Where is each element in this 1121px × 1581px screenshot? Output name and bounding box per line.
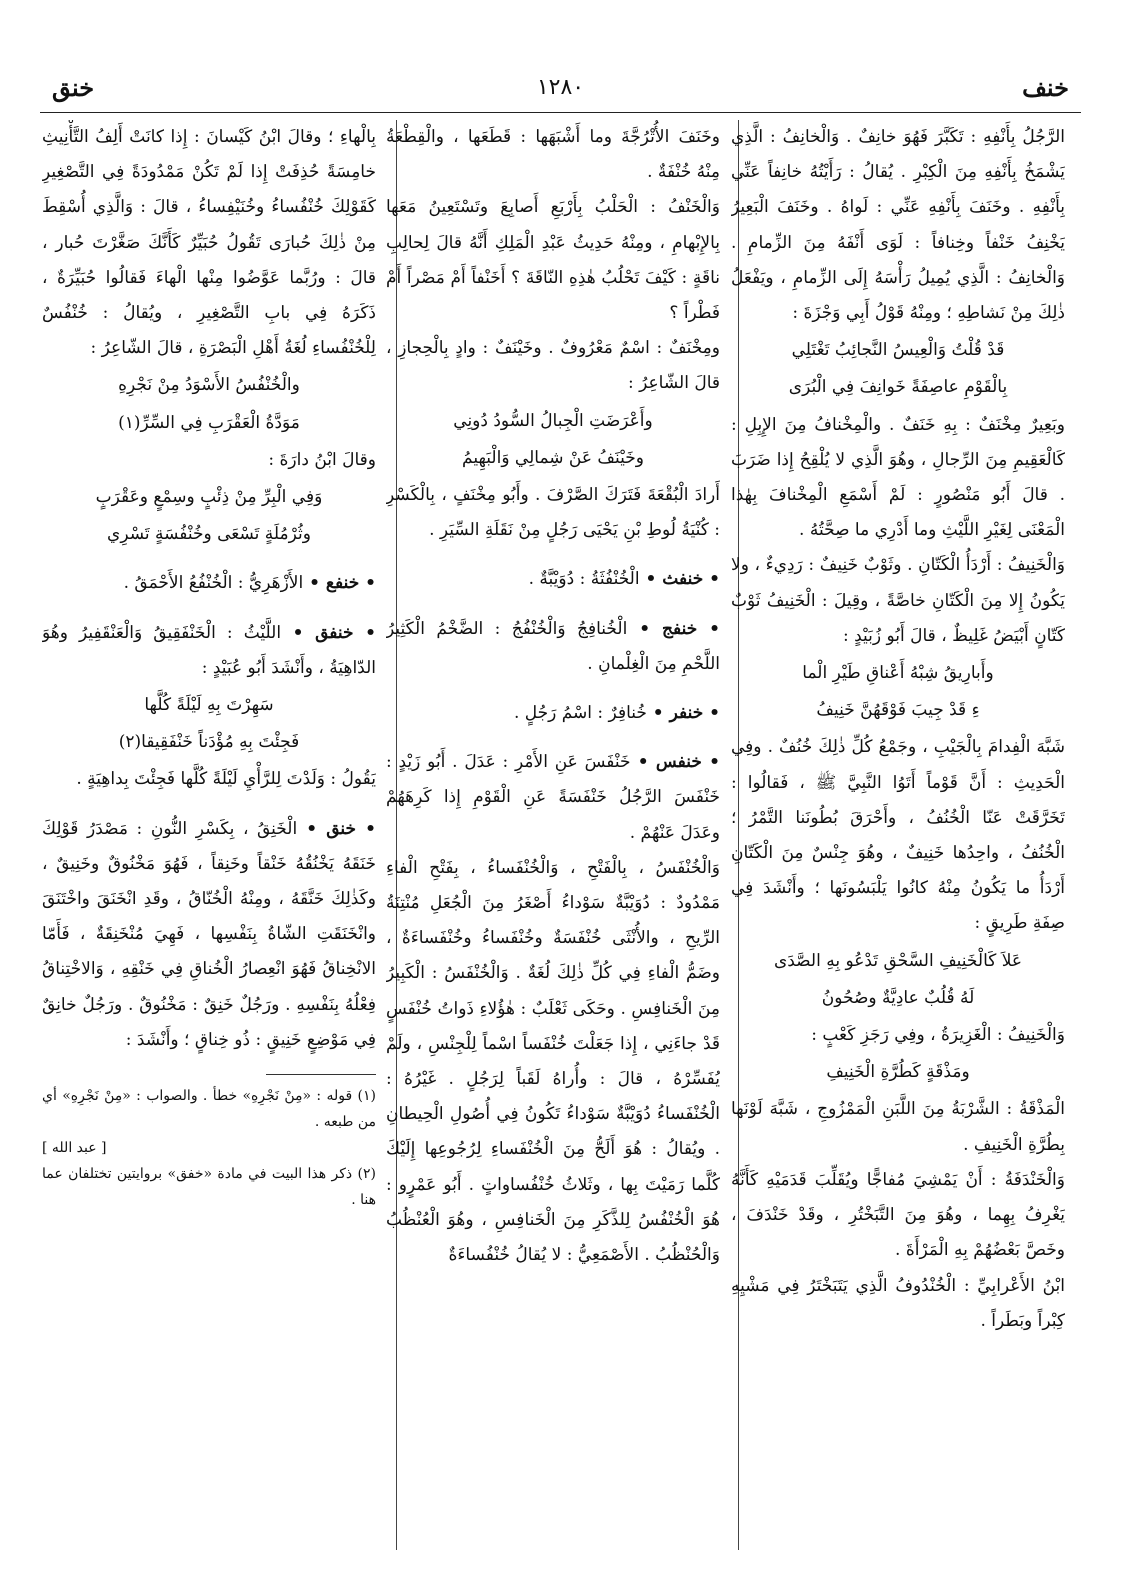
entry bbox=[42, 566, 376, 601]
footnote-rule bbox=[266, 1074, 376, 1075]
paragraph: وقالَ ابْنُ دارَةَ : bbox=[268, 449, 376, 470]
paragraph: وَالْخَنِيفُ : الْغَزِيرَةُ ، وفِي رَجَزِ كَعْبٍ : bbox=[811, 1025, 1065, 1046]
footnote: (١) قوله : «مِنْ نَجْرِهِ» خطأ . والصواب : «مِنْ نَجْرِهِ» أي من طبعه . bbox=[42, 1088, 376, 1131]
verse-line: وَفِي الْبِرِّ مِنْ ذِئْبٍ وسِمْعٍ وعَقْرَبٍ bbox=[95, 487, 323, 508]
verse-line: سَهِرْتَ بِهِ لَيْلَةً كُلَّها bbox=[144, 695, 274, 716]
verse-line: بِالْقَوْمِ عاصِفَةً خَوانِفَ فِي الْبُرَى bbox=[788, 377, 1008, 398]
right-column bbox=[731, 120, 1065, 1555]
middle-column bbox=[386, 120, 720, 1555]
entry bbox=[386, 612, 720, 682]
entry bbox=[386, 745, 720, 851]
paragraph: وبَعِيرٌ مِخْنَفٌ : بِهِ خَنَفٌ . والْمِخْنافُ مِنَ الإِبِلِ : كَالْعَقِيمِ مِنَ الرِّجالِ ، وهُوَ الَّذِي لا يُلْقِحُ إِذا ضَرَبَ . قالَ أَبُو مَنْصُورٍ : لَمْ أَسْمَعِ الْمِخْنافَ بِهٰذا الْمَعْنَى لِغَيْرِ اللَّيْثِ وما أَدْرِي ما صِحَّتُهُ . bbox=[731, 414, 1065, 541]
running-head-left: خنق bbox=[52, 73, 95, 102]
entry-headword: • خنق • bbox=[297, 818, 376, 839]
entry-headword: • خنفج • bbox=[627, 618, 720, 639]
paragraph: أَرادَ الْبُقْعَةَ فَتَرَكَ الصَّرْفَ . وأَبُو مِخْنَفٍ ، بِالْكَسْرِ : كُنْيَةُ لُوطِ بْنِ يَحْيَى رَجُلٍ مِنْ نَقَلَةِ السِّيَرِ . bbox=[386, 485, 720, 541]
verse-line: وأَبارِيقُ شِبْهُ أَعْناقِ طَيْرِ الْما bbox=[802, 663, 994, 684]
entry-text: اللَّيْثُ : الْخَنْفَقِيقُ وَالْعَنْقَفِيرُ وهُوَ الدّاهِيَةُ ، وأَنْشَدَ أَبُو عُبَيْدٍ : bbox=[42, 622, 376, 678]
paragraph: ابْنُ الأَعْرابِيِّ : الْخُنْدُوفُ الَّذِي يَتَبَخْتَرُ فِي مَشْيِهِ كِبْراً وبَطَراً . bbox=[731, 1275, 1065, 1331]
left-column bbox=[42, 120, 376, 1555]
paragraph: وَالْخَنِيفُ : أَرْدَأُ الْكَتّانِ . وثَوْبٌ خَنِيفٌ : رَدِيءٌ ، ولا يَكُونُ إِلا مِنَ الْكَتّانِ خاصَّةً ، وقِيلَ : الْخَنِيفُ ثَوْبٌ كَتّانٍ أَبْيَضُ غَلِيظٌ ، قالَ أَبُو زُبَيْدٍ : bbox=[731, 555, 1065, 646]
paragraph: وَالْخَنْدَفَةُ : أَنْ يَمْشِيَ مُفاجًّا ويُقَلِّبَ قَدَمَيْهِ كَأَنَّهُ يَغْرِفُ بِهِما ، وهُوَ مِنَ التَّبَخْتُرِ ، وقَدْ خَنْدَفَ ، وخَصَّ بَعْضُهُمْ بِهِ الْمَرْأَةَ . bbox=[731, 1169, 1065, 1261]
entry bbox=[386, 562, 720, 597]
entry-text: الْخُنْفُثَةُ : دُوَيْبَّةٌ . bbox=[528, 569, 640, 590]
paragraph: شَبَّهَ الْفِدامَ بِالْجَيْبِ ، وجَمْعُ كُلِّ ذٰلِكَ خُنُفٌ . وفِي الْحَدِيثِ : أَنَّ قَوْماً أَتَوُا النَّبِيَّ ﷺ ، فَقالُوا : تَخَرَّقَتْ عَنّا الْخُنُفُ ، وأَحْرَقَ بُطُونَنا التَّمْرُ ؛ الْخُنُفُ ، واحِدُها خَنِيفٌ ، وهُوَ جِنْسٌ مِنَ الْكَتّانِ أَرْدَأُ ما يَكُونُ مِنْهُ كانُوا يَلْبَسُونَها ؛ وأَنْشَدَ فِي صِفَةِ طَرِيقٍ : bbox=[731, 737, 1065, 934]
entry-headword: • خنفس • bbox=[630, 752, 720, 773]
entry-text: خُنافِرٌ : اسْمُ رَجُلٍ . bbox=[513, 703, 647, 724]
verse-line: وأَعْرَضَتِ الْجِبالُ السُّودُ دُونِي bbox=[453, 410, 653, 431]
entry-headword: • خنفق • bbox=[281, 622, 376, 643]
entry-text: الأَزْهَرِيُّ : الْخُنْفُعُ الأَحْمَقُ . bbox=[123, 573, 304, 594]
entry-headword: • خنفر • bbox=[646, 703, 720, 724]
paragraph: وَالْخُنْفَسُ ، بِالْفَتْحِ ، وَالْخُنْفَساءُ ، بِفَتْحِ الْفاءِ مَمْدُودٌ : دُوَيْبَّةٌ سَوْداءُ أَصْغَرُ مِنَ الْجُعَلِ مُنْتِنَةُ الرِّيحِ ، والأُنْثَى خُنْفَسَةٌ وخُنْفَساءُ وخُنْفَساءَةٌ ، وضَمُّ الْفاءِ فِي كُلِّ ذٰلِكَ لُغَةٌ . وَالْخُنْفَسُ : الْكَبِيرُ مِنَ الْخَنافِسِ . وحَكَى ثَعْلَبٌ : هٰؤُلاءِ ذَواتُ خُنْفَسٍ قَدْ جاءَنِي ، إِذا جَعَلْتَ خُنْفَساً اسْماً لِلْجِنْسِ ، ولَمْ يُفَسِّرْهُ ، قالَ : وأُراهُ لَقَباً لِرَجُلٍ . غَيْرُهُ : الْخُنْفَساءُ دُوَيْبَّةٌ سَوْداءُ تَكُونُ فِي أُصُولِ الْحِيطانِ . ويُقالُ : هُوَ أَلَحُّ مِنَ الْخُنْفَساءِ لِرُجُوعِها إِلَيْكَ كُلَّما رَمَيْتَ بِها ، وثَلاثُ خُنْفُساواتٍ . أَبُو عَمْرٍو : هُوَ الْخُنْفُسُ لِلذَّكَرِ مِنَ الْخَنافِسِ ، وهُوَ الْعُنْظُبُ وَالْحُنْظُبُ . الأَصْمَعِيُّ : لا يُقالُ خُنْفُساءَةٌ bbox=[386, 857, 720, 1266]
entry bbox=[386, 696, 720, 731]
paragraph: وَالْخَنْفُ : الْحَلْبُ بِأَرْبَعِ أَصابِعَ وتَسْتَعِينُ مَعَها بِالإِبْهامِ ، ومِنْهُ حَدِيثُ عَبْدِ الْمَلِكِ أَنَّهُ قالَ لِحالِبِ ناقَةٍ : كَيْفَ تَحْلُبُ هٰذِهِ النّاقَةَ ؟ أَخَنْفاً أَمْ مَصْراً أَمْ فَطْراً ؟ bbox=[386, 197, 720, 324]
page-number: ١٢٨٠ bbox=[536, 75, 585, 100]
page-header bbox=[52, 68, 1069, 108]
footnote-signature: [ عبد الله ] bbox=[42, 1140, 107, 1157]
verse-line: مَوَدَّةُ الْعَقْرَبِ فِي السِّرِّ(١) bbox=[118, 412, 300, 433]
entry-headword: • خنفث • bbox=[639, 569, 720, 590]
header-rule bbox=[40, 112, 1081, 113]
verse-line: عَلاَ كَالْخَنِيفِ السَّحْقِ تَدْعُو بِهِ الصَّدَى bbox=[773, 950, 1023, 971]
paragraph: وخَنَفَ الأُتْرُجَّةَ وما أَشْبَهَها : قَطَعَها ، والْقِطْعَةُ مِنْهُ خُنْفَةٌ . bbox=[386, 127, 720, 183]
footnote: (٢) ذكر هذا البيت في مادة «خفق» بروايتين تختلفان عما هنا . bbox=[42, 1166, 376, 1209]
verse-line: والْخُنْفُسُ الأَسْوَدُ مِنْ نَجْرِهِ bbox=[118, 375, 300, 396]
entry-text: الْخُنافِجُ وَالْخُنْفُجُ : الضَّخْمُ الْكَثِيرُ اللَّحْمِ مِنَ الْغِلْمانِ . bbox=[386, 618, 720, 674]
paragraph: ومِخْنَفٌ : اسْمٌ مَعْرُوفٌ . وخَيْنَفٌ : وادٍ بِالْحِجازِ ، قالَ الشّاعِرُ : bbox=[386, 338, 720, 394]
entry bbox=[42, 616, 376, 686]
verse-line: وثُرْمُلَةٍ تَسْعَى وخُنْفُسَةٍ تَسْرِي bbox=[107, 524, 311, 545]
left-column-body bbox=[42, 120, 376, 1058]
footnotes bbox=[42, 1083, 376, 1213]
entry-headword: • خنفع • bbox=[303, 573, 376, 594]
entry-text: خَنْفَسَ عَنِ الأَمْرِ : عَدَلَ . أَبُو زَيْدٍ : خَنْفَسَ الرَّجُلُ خَنْفَسَةً عَنِ الْقَوْمِ إِذا كَرِهَهُمْ وعَدَلَ عَنْهُمْ . bbox=[386, 752, 720, 843]
verse-line: ءِ قَدْ جِيبَ فَوْقَهُنَّ خَنِيفُ bbox=[816, 700, 980, 721]
running-head-right: خنف bbox=[1022, 73, 1069, 102]
verse-line: فَجِئْتَ بِهِ مُؤْدَناً خَنْفَقِيقا(٢) bbox=[118, 732, 300, 753]
verse-line: ومَذْقَةٍ كَطُرَّةِ الْخَنِيفِ bbox=[826, 1062, 970, 1083]
entry bbox=[42, 812, 376, 1058]
verse-line: وخَيْنَفُ عَنْ شِمالِي وَالْبَهِيمُ bbox=[462, 447, 644, 468]
verse-line: قَدْ قُلْتُ وَالْعِيسُ النَّجائِبُ تَغْتَلِي bbox=[791, 340, 1005, 361]
paragraph: الرَّجُلُ بِأَنْفِهِ : تَكَبَّرَ فَهُوَ خانِفٌ . وَالْخانِفُ : الَّذِي يَشْمَخُ بِأَنْفِهِ مِنَ الْكِبْرِ . يُقالُ : رَأَيْتُهُ خانِفاً عَنِّي بِأَنْفِهِ . وخَنَفَ بِأَنْفِهِ عَنِّي : لَواهُ . وخَنَفَ الْبَعِيرُ يَخْنِفُ خَنْفاً وخِنافاً : لَوَى أَنْفَهُ مِنَ الزِّمامِ . وَالْخانِفُ : الَّذِي يُمِيلُ رَأْسَهُ إِلَى الزِّمامِ ، ويَفْعَلُ ذٰلِكَ مِنْ نَشاطِهِ ؛ ومِنْهُ قَوْلُ أَبِي وَجْزَةَ : bbox=[731, 127, 1065, 324]
paragraph: بِالْهاءِ ؛ وقالَ ابْنُ كَيْسانَ : إِذا كانَتْ أَلِفُ التَّأْنِيثِ خامِسَةً حُذِفَتْ إِذا لَمْ تَكُنْ مَمْدُودَةً فِي التَّصْغِيرِ كَقَوْلِكَ خُنْفُساءُ وخُنَيْفِساءُ ، قالَ : وَالَّذِي أُسْقِطَ مِنْ ذٰلِكَ حُبارَى تَقُولُ حُبَيِّرٌ كَأَنَّكَ صَغَّرْتَ حُبار ، قالَ : ورُبَّما عَوَّضُوا مِنْها الْهاءَ فَقالُوا حُبَيِّرَةٌ ، ذَكَرَهُ فِي بابِ التَّصْغِيرِ ، ويُقالُ : خُنْفُسٌ لِلْخُنْفُساءِ لُغَةُ أَهْلِ الْبَصْرَةِ ، قالَ الشّاعِرُ : bbox=[42, 127, 376, 359]
verse-line: لَهُ قُلُبٌ عادِيَّةٌ وصُحُونُ bbox=[821, 987, 975, 1008]
paragraph: يَقُولُ : وَلَدْتَ لِلرَّأْيِ لَيْلَةً كُلَّها فَجِئْتَ بِداهِيَةٍ . bbox=[76, 769, 376, 790]
paragraph: الْمَذْقَةُ : الشَّرْبَةُ مِنَ اللَّبَنِ الْمَمْزُوجِ ، شَبَّهَ لَوْنَها بِطُرَّةِ الْخَنِيفِ . bbox=[731, 1099, 1065, 1155]
entry-text: الْخَنِقُ ، بِكَسْرِ النُّونِ : مَصْدَرُ قَوْلِكَ خَنَقَهُ يَخْنُقُهُ خَنْقاً وخَنِقاً ، فَهُوَ مَخْنُوقٌ وخَنِيقٌ ، وكَذٰلِكَ خَنَّقَهُ ، ومِنْهُ الْخُنّاقُ ، وقَدِ انْخَنَقَ واخْتَنَقَ وانْخَنَقَتِ الشّاةُ بِنَفْسِها ، فَهِيَ مُنْخَنِقَةٌ ، فَأَمّا الانْخِناقُ فَهُوَ انْعِصارُ الْخُناقِ فِي خَنْقِهِ ، وَالاخْتِناقُ فِعْلُهُ بِنَفْسِهِ . ورَجُلٌ خَنِقٌ : مَخْنُوقٌ . ورَجُلٌ خانِقٌ فِي مَوْضِعٍ خَنِيقٍ : ذُو خِناقٍ ؛ وأَنْشَدَ : bbox=[42, 818, 376, 1050]
